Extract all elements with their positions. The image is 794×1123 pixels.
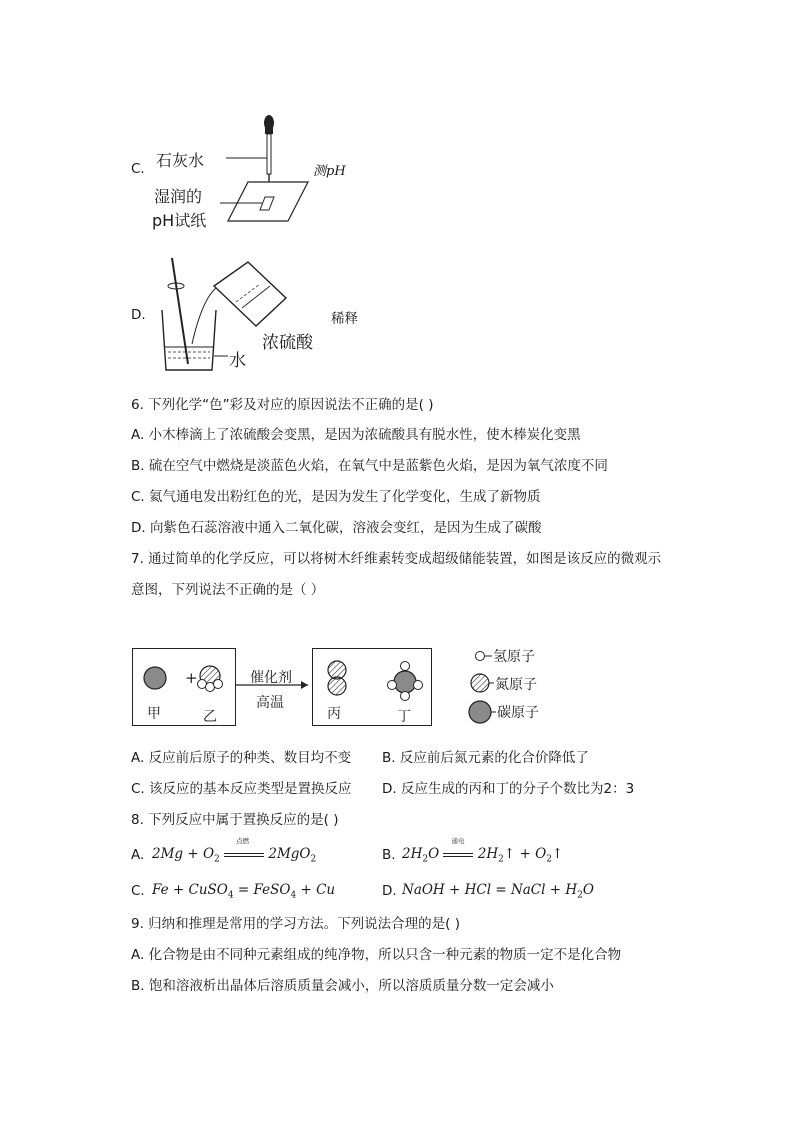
label-ding: 丁 (397, 709, 411, 725)
q8-option-d-equation: NaOH + HCl = NaCl + $H_2O$ (402, 882, 594, 901)
label-yi: 乙 (203, 709, 217, 725)
ph-test-figure (148, 106, 310, 234)
q7-option-b: B. 反应前后氮元素的化合价降低了 (382, 750, 589, 766)
legend-carbon: 碳原子 (497, 705, 539, 721)
q8-option-c-letter: C. (131, 883, 145, 899)
q8-option-b-letter: B. (382, 847, 396, 863)
option-d-letter: D. (131, 307, 146, 323)
q9-stem: 9. 归纳和推理是常用的学习方法。下列说法合理的是( ) (131, 916, 460, 932)
limewater-label: 石灰水 (156, 151, 205, 170)
option-c-caption: 测pH (313, 164, 346, 179)
q7-stem-line2: 意图，下列说法不正确的是（ ） (131, 582, 325, 598)
svg-text:+: + (185, 669, 198, 687)
q6-option-a: A. 小木棒滴上了浓硫酸会变黑，是因为浓硫酸具有脱水性，使木棒炭化变黑 (131, 427, 581, 443)
q9-option-a: A. 化合物是由不同种元素组成的纯净物，所以只含一种元素的物质一定不是化合物 (131, 947, 622, 963)
q9-option-b: B. 饱和溶液析出晶体后溶质质量会减小，所以溶质质量分数一定会减小 (131, 978, 554, 994)
reaction-diagram (130, 640, 570, 732)
legend-nitrogen: 氮原子 (495, 677, 537, 693)
q7-stem-line1: 7. 通过简单的化学反应，可以将树木纤维素转变成超级储能装置，如图是该反应的微观示 (131, 551, 662, 567)
q8-option-a-equation: $2Mg + O_2$ 点燃 2MgO$_2$ (152, 837, 317, 865)
option-c-letter: C. (131, 161, 145, 177)
option-d-caption: 稀释 (331, 311, 358, 327)
q8-option-b-equation: $2H_2O$ 通电 $2H_2↑$ + $O_2↑$ (402, 837, 564, 865)
q8-b-condition: 通电 (451, 837, 465, 845)
q6-stem: 6. 下列化学“色”彩及对应的原因说法不正确的是( ) (131, 397, 434, 413)
arrow-label-high-temp: 高温 (256, 695, 284, 711)
ph-paper-label: pH试纸 (152, 211, 207, 230)
label-bing: 丙 (327, 706, 341, 722)
q7-option-a: A. 反应前后原子的种类、数目均不变 (131, 750, 352, 766)
q8-option-d-letter: D. (382, 883, 397, 899)
q6-option-b: B. 硫在空气中燃烧是淡蓝色火焰，在氧气中是蓝紫色火焰，是因为氧气浓度不同 (131, 458, 608, 474)
q7-option-d: D. 反应生成的丙和丁的分子个数比为2：3 (382, 781, 635, 797)
q8-stem: 8. 下列反应中属于置换反应的是( ) (131, 812, 339, 828)
legend-hydrogen: 氢原子 (493, 649, 535, 665)
q6-option-c: C. 氦气通电发出粉红色的光，是因为发生了化学变化，生成了新物质 (131, 489, 541, 505)
q6-option-d: D. 向紫色石蕊溶液中通入二氧化碳，溶液会变红，是因为生成了碳酸 (131, 520, 542, 536)
water-label: 水 (229, 351, 246, 371)
q8-option-a-letter: A. (131, 847, 145, 863)
q8-a-condition: 点燃 (236, 837, 250, 845)
acid-label: 浓硫酸 (262, 333, 313, 353)
dilution-figure (152, 252, 332, 374)
wet-label: 湿润的 (154, 187, 203, 206)
q7-option-c: C. 该反应的基本反应类型是置换反应 (131, 781, 352, 797)
arrow-label-catalyst: 催化剂 (250, 670, 292, 686)
q8-option-c-equation: Fe + CuSO$_4$ = FeSO$_4$ + Cu (152, 882, 336, 901)
label-jia: 甲 (147, 706, 161, 722)
